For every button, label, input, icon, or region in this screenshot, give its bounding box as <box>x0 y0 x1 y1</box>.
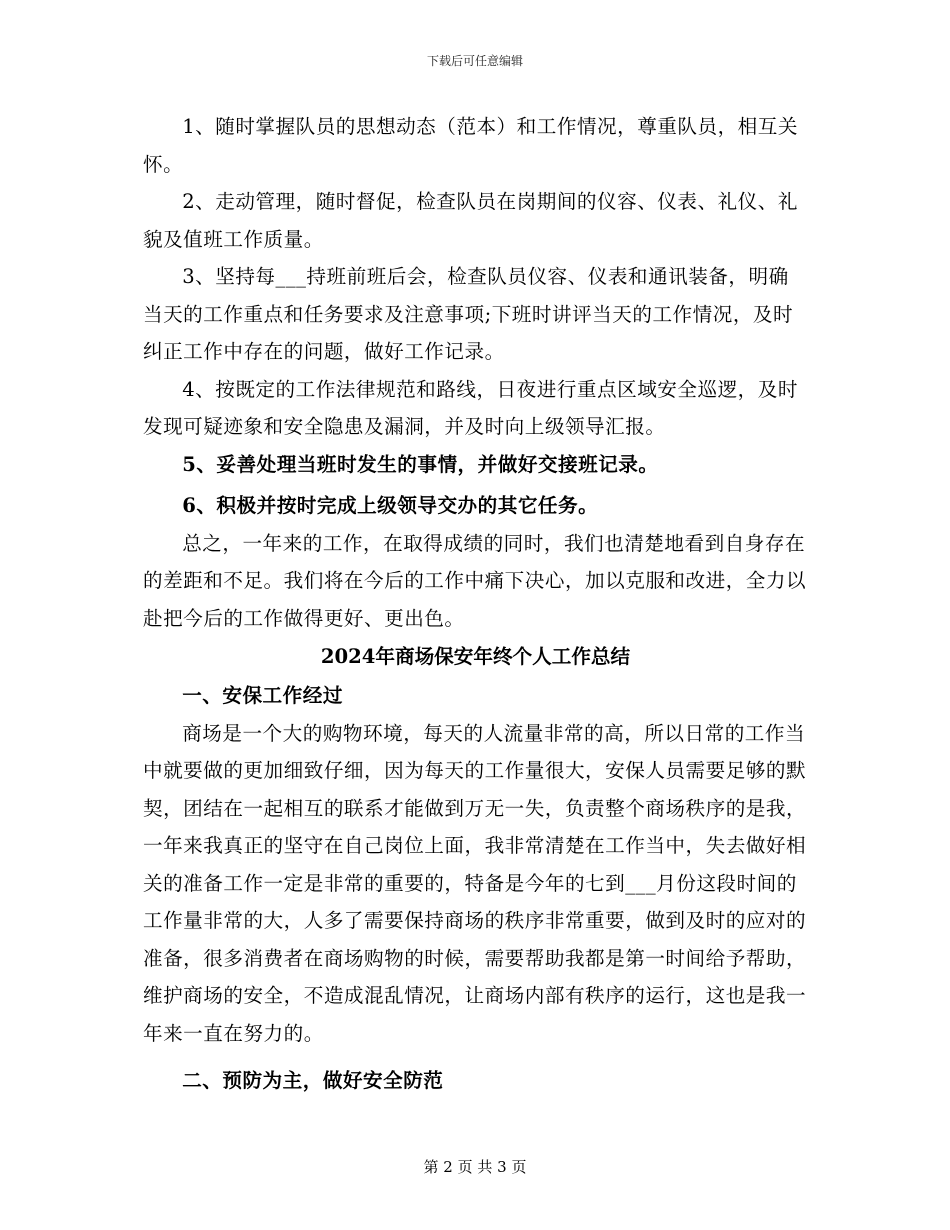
section-title: 2024年商场保安年终个人工作总结 <box>320 645 631 668</box>
paragraph-item-4: 4、按既定的工作法律规范和路线，日夜进行重点区域安全巡逻，及时发现可疑迹象和安全隐患及漏洞，并及时向上级领导汇报。 <box>143 377 798 438</box>
document-body <box>143 108 808 1100</box>
page-footer: 第 2 页 共 3 页 <box>423 1158 527 1176</box>
heading-1: 一、安保工作经过 <box>182 684 343 707</box>
paragraph-item-2: 2、走动管理，随时督促，检查队员在岗期间的仪容、仪表、礼仪、礼貌及值班工作质量。 <box>143 190 798 251</box>
section-paragraph: 商场是一个大的购物环境，每天的人流量非常的高，所以日常的工作当中就要做的更加细致仔细，因为每天的工作量很大，安保人员需要足够的默契，团结在一起相互的联系才能做到万无一失，负责整个商场秩序的是我，一年来我真正的坚守在自己岗位上面，我非常清楚在工作当中，失去做好相关的准备工作一定是非常的重要的，特备是今年的七到___月份这段时间的工作量非常的大，人多了需要保持商场的秩序非常重要，做到及时的应对的准备，很多消费者在商场购物的时候，需要帮助我都是第一时间给予帮助，维护商场的安全，不造成混乱情况，让商场内部有秩序的运行，这也是我一年来一直在努力的。 <box>143 721 807 1045</box>
paragraph-item-1: 1、随时掌握队员的思想动态（范本）和工作情况，尊重队员，相互关怀。 <box>143 115 798 176</box>
paragraph-item-3: 3、坚持每___持班前班后会，检查队员仪容、仪表和通讯装备，明确当天的工作重点和任务要求及注意事项;下班时讲评当天的工作情况，及时纠正工作中存在的问题，做好工作记录。 <box>143 265 794 363</box>
paragraph-item-6: 6、积极并按时完成上级领导交办的其它任务。 <box>182 494 599 517</box>
summary-paragraph: 总之，一年来的工作，在取得成绩的同时，我们也清楚地看到自身存在的差距和不足。我们将在今后的工作中痛下决心，加以克服和改进，全力以赴把今后的工作做得更好、更出色。 <box>143 531 807 630</box>
heading-2: 二、预防为主，做好安全防范 <box>182 1069 444 1092</box>
paragraph-item-5: 5、妥善处理当班时发生的事情，并做好交接班记录。 <box>182 452 659 476</box>
page-header: 下载后可任意编辑 <box>426 54 523 68</box>
